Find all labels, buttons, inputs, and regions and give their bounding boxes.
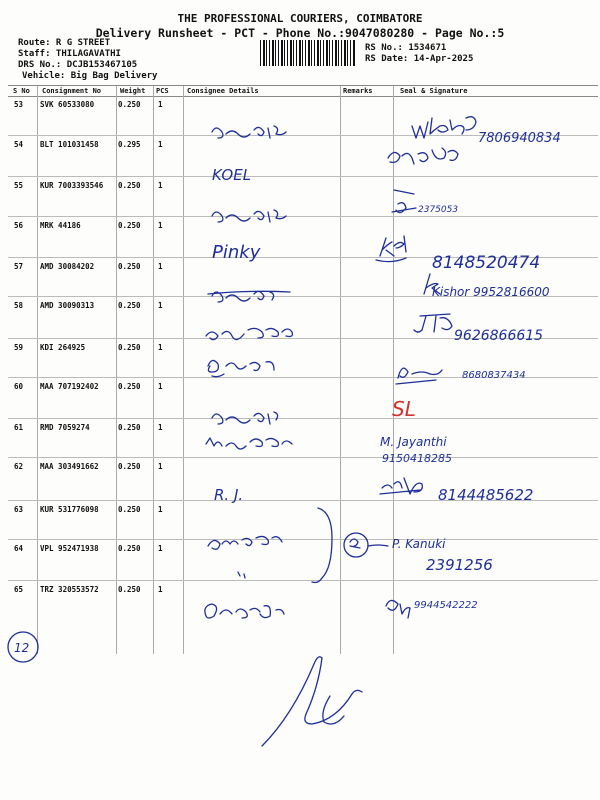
row-sno: 63 — [14, 505, 24, 514]
dot-mark — [238, 572, 245, 578]
signature — [386, 600, 410, 618]
signature — [396, 368, 442, 384]
company-name: THE PROFESSIONAL COURIERS, COIMBATORE — [177, 12, 423, 25]
consignee-scribble — [212, 126, 286, 138]
row-pcs: 1 — [158, 544, 163, 553]
col-sno: S No — [13, 87, 30, 95]
consignee-scribble — [208, 360, 274, 376]
signature — [414, 314, 452, 332]
row-consignment-no: SVK 60533080 — [40, 100, 95, 109]
signature-phone: 8680837434 — [462, 370, 526, 381]
signature — [392, 190, 416, 213]
signature-phone: 8148520474 — [432, 253, 541, 273]
consignee-name: KOEL — [212, 166, 252, 184]
signature-phone: 8144485622 — [438, 486, 534, 504]
consignee-scribble — [212, 412, 278, 424]
row-weight: 0.250 — [118, 262, 141, 271]
signature — [380, 478, 422, 494]
row-consignment-no: AMD 30090313 — [40, 301, 95, 310]
row-consignment-no: BLT 101031458 — [40, 140, 99, 149]
row-weight: 0.250 — [118, 382, 141, 391]
row-sno: 54 — [14, 140, 24, 149]
signature-name: P. Kanuki — [392, 537, 446, 551]
col-pcs: PCS — [156, 87, 169, 95]
row-weight: 0.250 — [118, 423, 141, 432]
row-sno: 62 — [14, 462, 24, 471]
row-sno: 64 — [14, 544, 24, 553]
row-pcs: 1 — [158, 462, 163, 471]
row-weight: 0.250 — [118, 462, 141, 471]
row-pcs: 1 — [158, 301, 163, 310]
signature-phone: 9626866615 — [454, 328, 544, 344]
drs-number: DRS No.: DCJB153467105 — [18, 60, 138, 70]
consignee-scribble — [212, 210, 286, 222]
row-consignment-no: RMD 7059274 — [40, 423, 90, 432]
row-sno: 59 — [14, 343, 24, 352]
signature — [376, 236, 406, 262]
row-pcs: 1 — [158, 181, 163, 190]
row-weight: 0.250 — [118, 221, 141, 230]
signature-name: M. Jayanthi — [380, 435, 447, 449]
signature-number: 2391256 — [426, 556, 493, 574]
row-weight: 0.295 — [118, 140, 141, 149]
row-consignment-no: KUR 531776098 — [40, 505, 99, 514]
row-sno: 60 — [14, 382, 24, 391]
row-consignment-no: KDI 264925 — [40, 343, 86, 352]
col-consignment: Consignment No — [42, 87, 102, 95]
signature — [412, 117, 476, 138]
row-pcs: 1 — [158, 100, 163, 109]
row-pcs: 1 — [158, 262, 163, 271]
route: Route: R G STREET — [18, 38, 111, 48]
signature-phone: 9944542222 — [414, 600, 478, 611]
row-consignment-no: TRZ 320553572 — [40, 585, 99, 594]
consignee-name: Pinky — [212, 242, 261, 263]
col-remarks: Remarks — [343, 87, 373, 95]
consignee-scribble — [208, 536, 282, 549]
row-weight: 0.250 — [118, 301, 141, 310]
remark-mark: SL — [392, 397, 416, 421]
rs-date: RS Date: 14-Apr-2025 — [365, 54, 474, 64]
signature-phone: 7806940834 — [478, 131, 561, 146]
signature-number: 2375053 — [418, 205, 459, 215]
row-sno: 57 — [14, 262, 24, 271]
row-consignment-no: MAA 303491662 — [40, 462, 99, 471]
staff: Staff: THILAGAVATHI — [18, 49, 121, 59]
consignee-scribble — [206, 438, 292, 449]
row-weight: 0.250 — [118, 505, 141, 514]
bracket — [312, 508, 332, 583]
row-sno: 55 — [14, 181, 24, 190]
row-weight: 0.250 — [118, 343, 141, 352]
row-sno: 61 — [14, 423, 24, 432]
col-consignee: Consignee Details — [187, 87, 259, 95]
circle-mark-tail — [368, 545, 388, 546]
row-sno: 58 — [14, 301, 24, 310]
row-consignment-no: MRK 44186 — [40, 221, 81, 230]
circle-mark-inner — [350, 539, 360, 548]
row-sno: 65 — [14, 585, 24, 594]
row-consignment-no: VPL 952471938 — [40, 544, 99, 553]
page-mark: 12 — [14, 641, 30, 655]
row-consignment-no: KUR 7003393546 — [40, 181, 104, 190]
row-weight: 0.250 — [118, 181, 141, 190]
signature — [388, 148, 458, 164]
runsheet-title: Delivery Runsheet - PCT - Phone No.:9047080280 - Page No.:5 — [95, 26, 505, 40]
row-pcs: 1 — [158, 505, 163, 514]
row-consignment-no: AMD 30084202 — [40, 262, 95, 271]
consignee-scribble — [205, 604, 284, 618]
row-sno: 56 — [14, 221, 24, 230]
row-pcs: 1 — [158, 423, 163, 432]
row-pcs: 1 — [158, 585, 163, 594]
row-pcs: 1 — [158, 221, 163, 230]
consignee-scribble — [206, 328, 292, 339]
col-signature: Seal & Signature — [400, 87, 468, 95]
row-weight: 0.250 — [118, 100, 141, 109]
row-weight: 0.250 — [118, 544, 141, 553]
row-pcs: 1 — [158, 140, 163, 149]
col-weight: Weight — [120, 87, 146, 95]
consignee-name: R. J. — [214, 486, 244, 504]
signature-phone: 9150418285 — [382, 452, 452, 465]
row-pcs: 1 — [158, 343, 163, 352]
rs-number: RS No.: 1534671 — [365, 43, 447, 53]
bottom-signature — [262, 657, 362, 746]
row-sno: 53 — [14, 100, 24, 109]
row-consignment-no: MAA 707192402 — [40, 382, 99, 391]
row-weight: 0.250 — [118, 585, 141, 594]
vehicle: Vehicle: Big Bag Delivery — [22, 71, 158, 81]
signature-text: Kishor 9952816600 — [432, 285, 550, 299]
row-pcs: 1 — [158, 382, 163, 391]
